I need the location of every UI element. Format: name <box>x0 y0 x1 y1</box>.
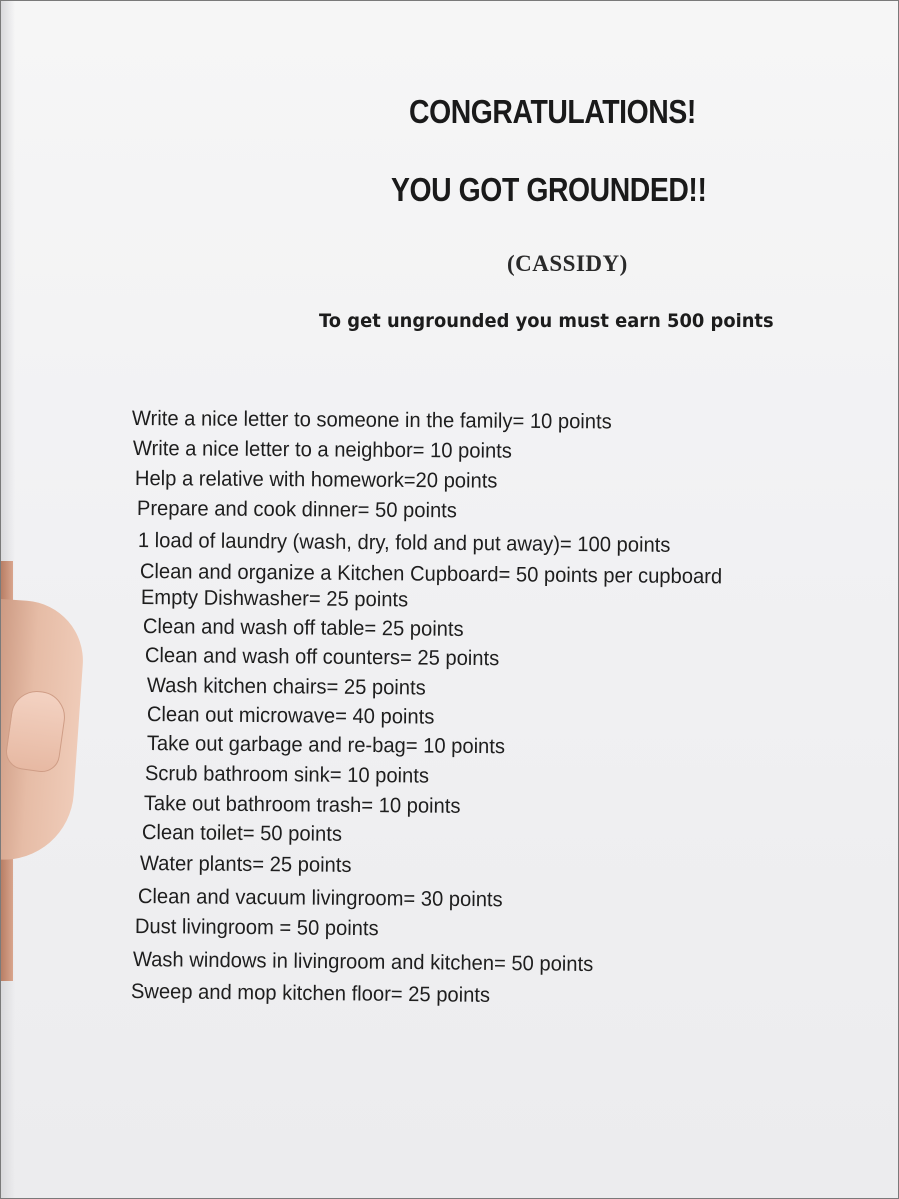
chore-item: Wash windows in livingroom and kitchen= 50 points <box>132 948 594 977</box>
chore-item: Empty Dishwasher= 25 points <box>140 586 409 612</box>
chore-item: Clean and vacuum livingroom= 30 points <box>137 885 503 912</box>
chore-item: Clean and wash off counters= 25 points <box>144 644 500 671</box>
child-name: (CASSIDY) <box>507 251 628 276</box>
heading-grounded: YOU GOT GROUNDED!! <box>391 171 707 208</box>
chore-item: Write a nice letter to a neighbor= 10 points <box>132 437 512 463</box>
chore-item: Clean toilet= 50 points <box>141 821 343 846</box>
chore-item: Wash kitchen chairs= 25 points <box>146 674 426 700</box>
chore-item: Clean and wash off table= 25 points <box>142 615 464 641</box>
chore-item: Dust livingroom = 50 points <box>134 915 379 941</box>
chore-item: 1 load of laundry (wash, dry, fold and put away)= 100 points <box>137 529 671 557</box>
chore-item: Clean and organize a Kitchen Cupboard= 50 points per cupboard <box>139 560 723 589</box>
chore-item: Clean out microwave= 40 points <box>146 703 435 729</box>
instruction-text: To get ungrounded you must earn 500 points <box>319 310 774 332</box>
heading-congratulations: CONGRATULATIONS! <box>409 93 696 130</box>
chore-item: Write a nice letter to someone in the family= 10 points <box>131 407 612 434</box>
chore-item: Prepare and cook dinner= 50 points <box>136 497 457 523</box>
chore-item: Sweep and mop kitchen floor= 25 points <box>130 980 491 1007</box>
chore-item: Scrub bathroom sink= 10 points <box>144 762 430 788</box>
chore-item: Take out garbage and re-bag= 10 points <box>146 732 506 759</box>
chore-item: Help a relative with homework=20 points <box>134 467 498 493</box>
chore-item: Water plants= 25 points <box>139 852 352 877</box>
paper-sheet <box>1 1 898 1198</box>
chore-item: Take out bathroom trash= 10 points <box>143 792 461 818</box>
